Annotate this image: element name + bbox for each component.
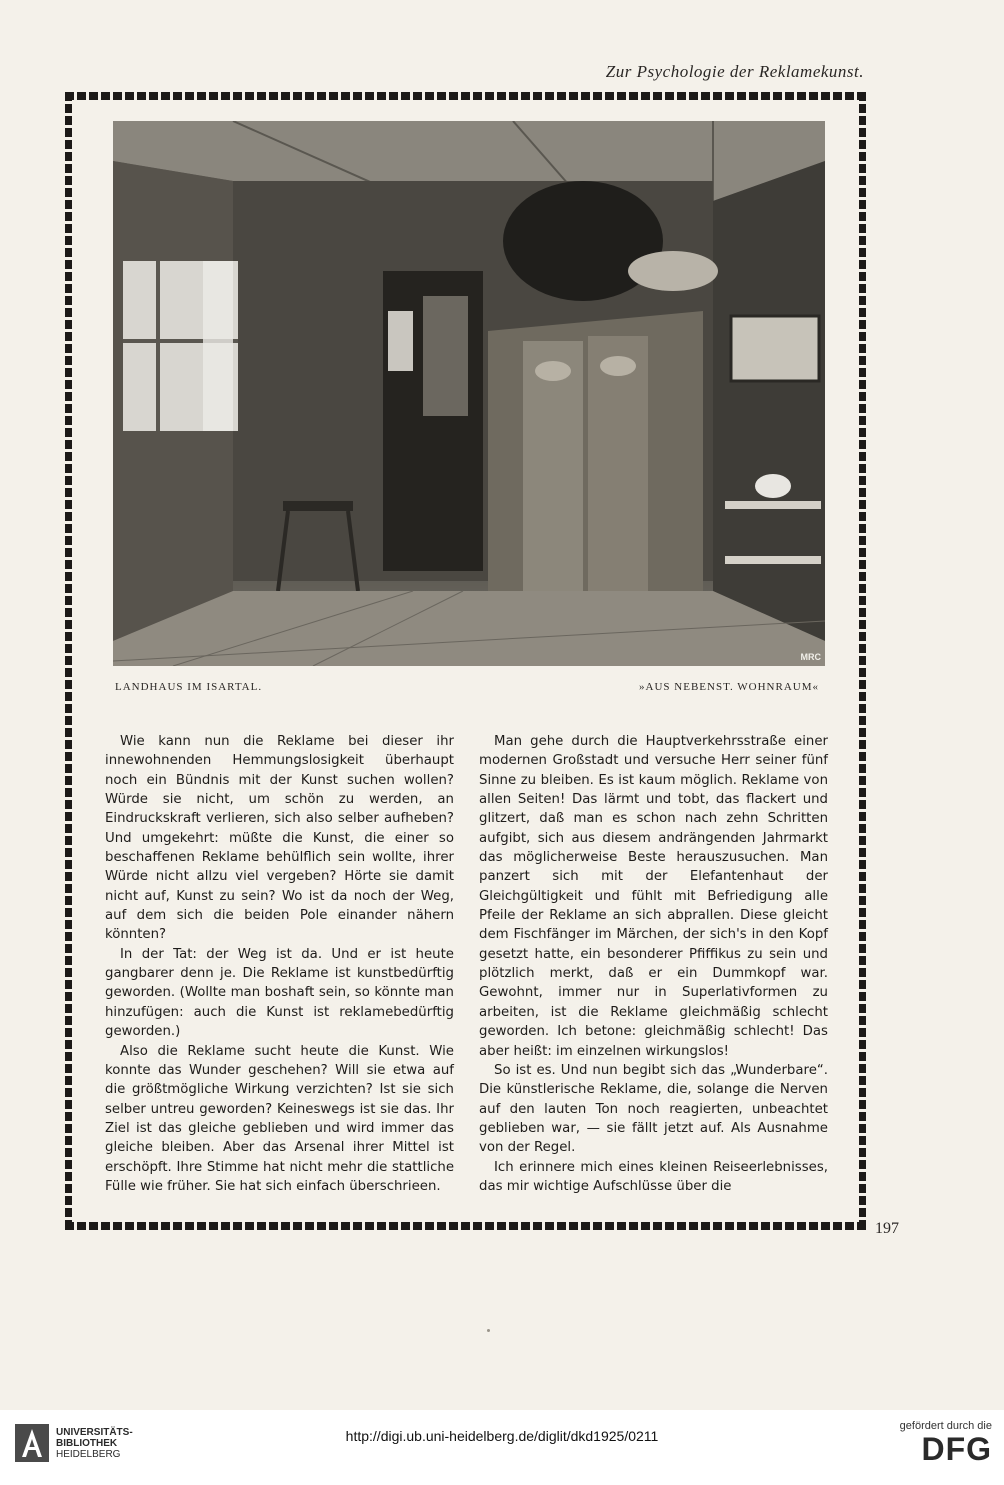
sponsor-text: gefördert durch die [899, 1420, 992, 1432]
running-title: Zur Psychologie der Reklamekunst. [605, 62, 864, 81]
figure-caption-left: LANDHAUS IM ISARTAL. [115, 681, 263, 693]
page-number: 197 [875, 1220, 899, 1237]
text-column-right [479, 732, 828, 1196]
frame-left-border [65, 92, 72, 1230]
paragraph: Also die Reklame sucht heute die Kunst. Wie konnte das Wunder geschehen? Will sie etwa auf die größtmögliche Wirkung verzichten? Ist sie sich selber untreu geworden? Keineswegs ist sie das. Ihr Ziel ist das gleiche geblieben und wird immer das gleiche bleiben. Aber das Arsenal ihrer Mittel ist erschöpft. Ihre Stimme hat nicht mehr die stattliche Fülle wie früher. Sie hat sich einfach überschrieen. [105, 1043, 454, 1194]
frame-bottom-border [65, 1222, 866, 1230]
dfg-logo[interactable]: DFG [921, 1431, 992, 1467]
paragraph: Wie kann nun die Reklame bei dieser ihr innewohnenden Hemmungslosigkeit überhaupt noch ein Bündnis mit der Kunst suchen wollen? Würde sie nicht, um schön zu werden, an Eindruckskraft verlieren, sich also selber aufheben? Und umgekehrt: müßte die Kunst, die einer so beschaffenen Reklame behülflich sein wollte, ihrer Würde nicht allzu viel vergeben? Hörte sie damit nicht auf, Kunst zu sein? Wo ist da noch der Weg, auf dem sich die beiden Pole einander nähern könnten? [105, 734, 454, 943]
text-column-left [105, 732, 454, 1196]
library-name-line: HEIDELBERG [56, 1448, 121, 1460]
paragraph: Ich erinnere mich eines kleinen Reiseerlebnisses, das mir wichtige Aufschlüsse über die [479, 1159, 828, 1194]
figure-caption-right: »AUS NEBENST. WOHNRAUM« [639, 681, 819, 693]
footer-bar [0, 1410, 1004, 1485]
source-url-link[interactable]: http://digi.ub.uni-heidelberg.de/diglit/dkd1925/0211 [345, 1428, 659, 1444]
frame-right-border [859, 92, 866, 1230]
interior-photograph [113, 121, 825, 666]
paragraph: Man gehe durch die Hauptverkehrsstraße einer modernen Großstadt und versuche Herr seiner fünf Sinne zu bleiben. Es ist kaum möglich. Reklame von allen Seiten! Das lärmt und tobt, das flackert und glitzert, daß man es schon nach zehn Schritten aufgibt, sich aus diesem andrängenden Jahrmarkt das möglicherweise Beste herauszusuchen. Man panzert sich mit der Elefantenhaut der Gleichgültigkeit und fühlt mit Befriedigung alle Pfeile der Reklame an sich abprallen. Diese gleicht dem Fischfänger im Märchen, der sich's in den Kopf gesetzt hatte, ein besonderer Pfiffikus zu sein und plötzlich merkt, daß er ein Dummkopf war. Gewohnt, immer nur in Superlativformen zu arbeiten, ist die Reklame gleichmäßig schlecht geworden. Ich betone: gleichmäßig schlecht! Das aber heißt: im einzelnen wirkungslos! [479, 734, 828, 1059]
library-name-line: BIBLIOTHEK [56, 1437, 118, 1449]
paragraph: In der Tat: der Weg ist da. Und er ist heute gangbarer denn je. Die Reklame ist kunstbedürftig geworden. (Wollte man boshaft sein, so könnte man hinzufügen: auch die Kunst ist reklamebedürftig geworden.) [105, 946, 454, 1040]
paper-speck [487, 1329, 490, 1332]
paragraph: So ist es. Und nun begibt sich das „Wunderbare“. Die künstlerische Reklame, die, solange die Nerven auf den lauten Ton noch reagierten, unbeachtet geblieben war, — sie fällt jetzt auf. Als Ausnahme von der Regel. [479, 1062, 828, 1156]
sponsor-block [900, 1420, 992, 1466]
photo-credit-mark: MRC [800, 652, 821, 662]
library-name-line: UNIVERSITÄTS- [56, 1426, 133, 1438]
frame-top-border [65, 92, 866, 100]
